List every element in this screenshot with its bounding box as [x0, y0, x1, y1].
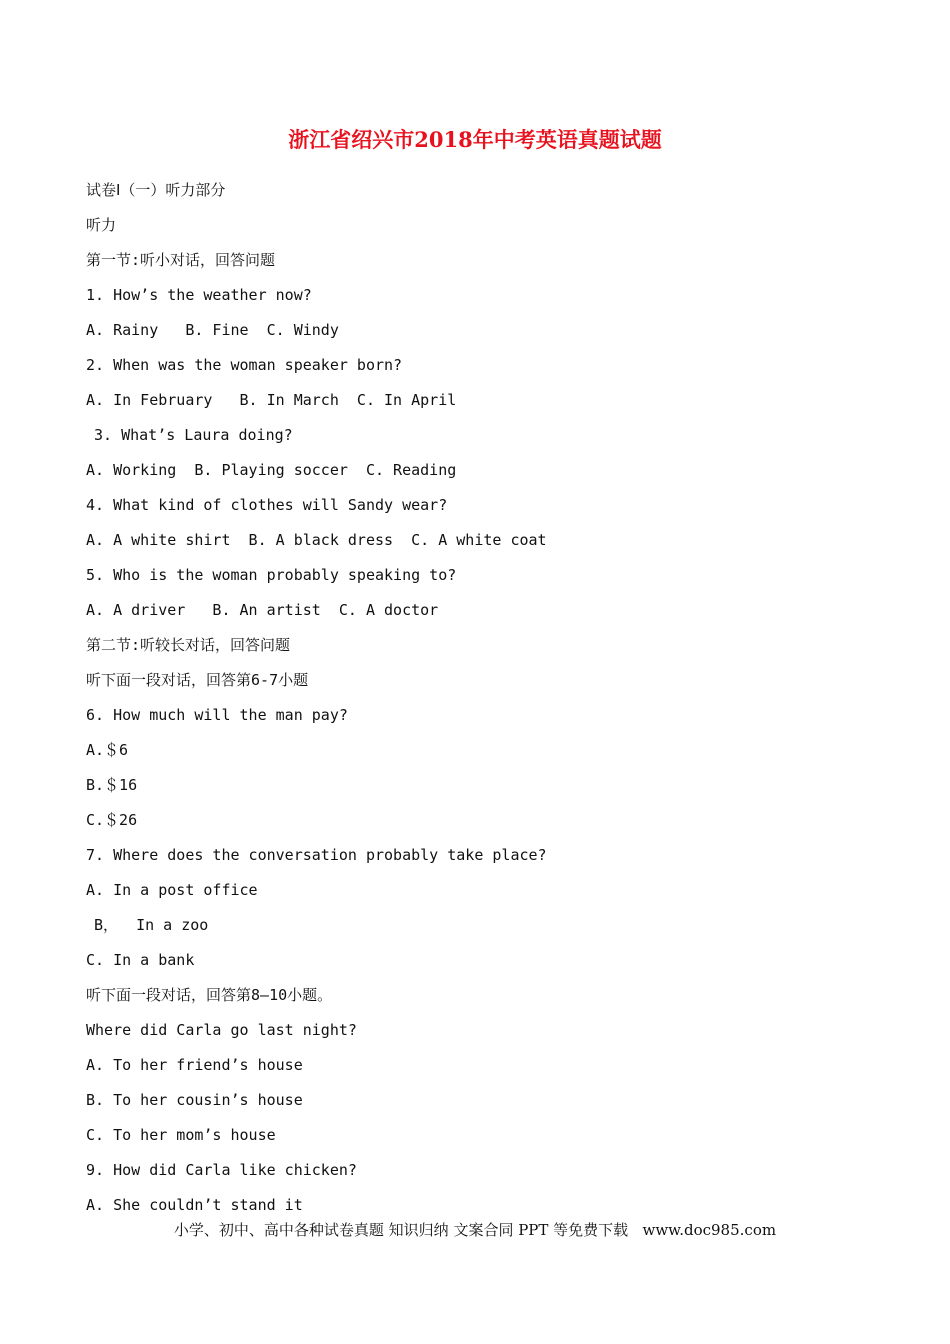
- text-line: 第一节:听小对话，回答问题: [86, 251, 276, 269]
- text-line: 听下面一段对话，回答第6-7小题: [86, 671, 309, 689]
- text-line: B. To her cousin’s house: [86, 1091, 303, 1109]
- text-line: A. Rainy B. Fine C. Windy: [86, 321, 339, 339]
- text-line: A. A driver B. An artist C. A doctor: [86, 601, 439, 619]
- page-title: 浙江省绍兴市2018年中考英语真题试题: [288, 127, 662, 152]
- text-line: 7. Where does the conversation probably take place?: [86, 846, 547, 864]
- text-line: 试卷Ⅰ（一）听力部分: [86, 181, 226, 199]
- text-line: A. She couldn’t stand it: [86, 1196, 303, 1214]
- text-line: A. In a post office: [86, 881, 258, 899]
- text-line: Where did Carla go last night?: [86, 1021, 357, 1039]
- text-line: 听力: [86, 216, 117, 234]
- text-line: 听下面一段对话，回答第8—10小题。: [86, 986, 333, 1004]
- text-line: B， In a zoo: [94, 916, 209, 934]
- text-line: A. Working B. Playing soccer C. Reading: [86, 461, 457, 479]
- page-footer: 小学、初中、高中各种试卷真题 知识归纳 文案合同 PPT 等免费下载 www.doc985.com: [173, 1221, 777, 1239]
- text-line: 6. How much will the man pay?: [86, 706, 348, 724]
- text-line: A. A white shirt B. A black dress C. A white coat: [86, 531, 547, 549]
- text-line: A. To her friend’s house: [86, 1056, 303, 1074]
- text-line: 第二节:听较长对话，回答问题: [86, 636, 291, 654]
- text-line: A.＄6: [86, 741, 129, 759]
- text-line: C. To her mom’s house: [86, 1126, 276, 1144]
- text-line: C.＄26: [86, 811, 138, 829]
- text-line: A. In February B. In March C. In April: [86, 391, 457, 409]
- text-line: 9. How did Carla like chicken?: [86, 1161, 357, 1179]
- text-line: 3. What’s Laura doing?: [94, 426, 293, 444]
- text-line: C. In a bank: [86, 951, 195, 969]
- text-line: 1. How’s the weather now?: [86, 286, 312, 304]
- text-line: B.＄16: [86, 776, 138, 794]
- text-line: 5. Who is the woman probably speaking to?: [86, 566, 457, 584]
- document-body: [86, 176, 886, 1226]
- text-line: 2. When was the woman speaker born?: [86, 356, 403, 374]
- text-line: 4. What kind of clothes will Sandy wear?: [86, 496, 448, 514]
